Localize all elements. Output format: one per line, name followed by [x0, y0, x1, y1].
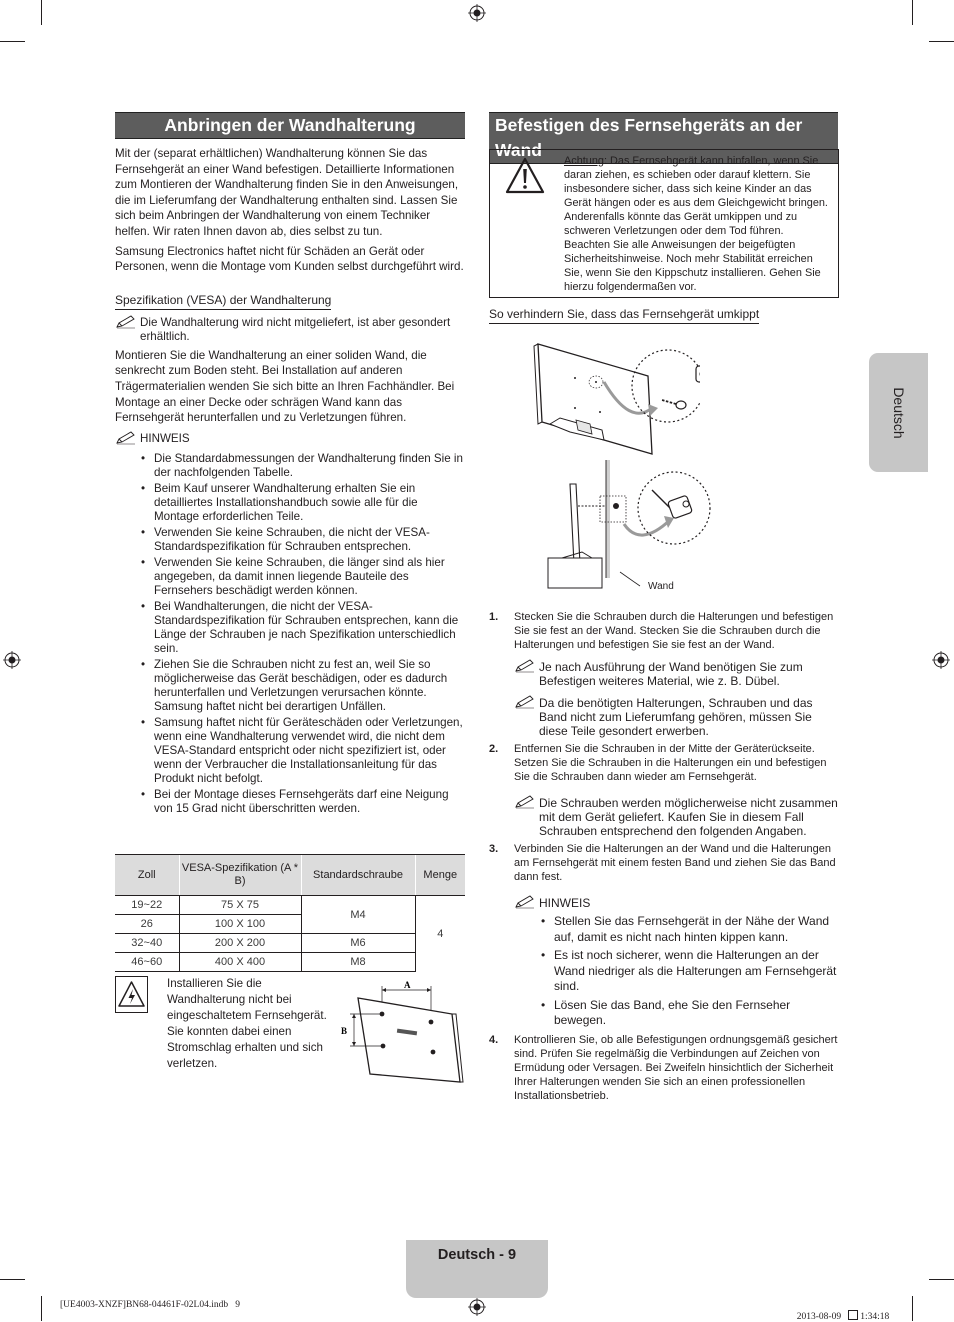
- table-header: Zoll: [115, 855, 179, 896]
- table-row: [115, 934, 465, 953]
- electric-warning-icon-box: [115, 976, 148, 1013]
- registration-mark-icon: [932, 651, 950, 669]
- table-cell: 4: [415, 896, 465, 972]
- step-note-text: Da die benötigten Halterungen, Schrauben und das Band nicht zum Lieferumfang gehören, müssen Sie diese Teile gesondert erwerben.: [539, 696, 813, 738]
- pencil-note-icon: [514, 695, 536, 709]
- page-number-label: Deutsch - 9: [437, 1247, 517, 1263]
- left-column: [115, 146, 465, 818]
- table-cell: M4: [301, 896, 415, 934]
- language-side-tab-label: Deutsch: [891, 387, 907, 439]
- print-time: 1:34:18: [860, 1312, 890, 1322]
- registration-mark-icon: [468, 4, 486, 22]
- vesa-spec-table: [115, 854, 465, 972]
- table-cell: 32~40: [115, 934, 179, 953]
- step-text: Entfernen Sie die Schrauben in der Mitte der Geräterückseite. Setzen Sie die Schrauben in die Halterungen ein und befestigen Sie die Schrauben dann wieder am Fernsehgerät.: [514, 743, 827, 783]
- list-item: • Verwenden Sie keine Schrauben, die nicht der VESA-Standardspezifikation für Schrauben entsprechen.: [154, 526, 465, 554]
- list-item: • Samsung haftet nicht für Geräteschäden oder Verletzungen, wenn eine Wandhalterung verwendet wird, die nicht dem VESA-Standard entspricht oder nicht spezifiziert ist, oder wenn der Verbraucher die Installationsanleitung für das Produkt nicht befolgt.: [154, 716, 465, 786]
- step-number: 3.: [489, 843, 499, 855]
- section-heading-wall-mount: Anbringen der Wandhalterung: [115, 112, 465, 139]
- crop-mark: [0, 41, 25, 42]
- print-date: 2013-08-09: [796, 1312, 849, 1322]
- list-item: • Verwenden Sie keine Schrauben, die länger sind als hier angegeben, da damit innen liegende Bauteile des Fernsehers beschädigt werden können.: [154, 556, 465, 598]
- hinweis-list: [115, 452, 465, 816]
- list-item: • Bei der Montage dieses Fernsehgeräts darf eine Neigung von 15 Grad nicht überschritten werden.: [154, 788, 465, 816]
- print-file-info: [UE4003-XNZF]BN68-04461F-02L04.indb 9: [60, 1300, 240, 1310]
- step-number: 4.: [489, 1033, 499, 1046]
- spec-note-text: Die Wandhalterung wird nicht mitgeliefert, ist aber gesondert erhältlich.: [140, 315, 451, 343]
- language-side-tab: [869, 353, 928, 472]
- step-text: Stecken Sie die Schrauben durch die Halterungen und befestigen Sie sie fest an der Wand. Stecken Sie die Schrauben durch die Halterungen und befestigen Sie sie fest an der Wand.: [514, 611, 834, 651]
- list-item: • Ziehen Sie die Schrauben nicht zu fest an, weil Sie so möglicherweise das Gerät beschädigen, oder es dadurch herunterfallen und Verletzungen verursachen könnte. Samsung haftet nicht bei derartigen Unfällen.: [154, 658, 465, 714]
- table-cell: 200 X 200: [179, 934, 301, 953]
- caution-box: [489, 149, 839, 298]
- spec-subheading: Spezifikation (VESA) der Wandhalterung: [115, 293, 331, 310]
- table-cell: 400 X 400: [179, 953, 301, 972]
- list-item: • Die Standardabmessungen der Wandhalterung finden Sie in der nachfolgenden Tabelle.: [154, 452, 465, 480]
- hinweis-label-row: [115, 432, 465, 446]
- caution-text: [564, 154, 832, 294]
- step-note: [514, 660, 839, 688]
- crop-mark: [41, 1296, 42, 1321]
- step-hinweis-row: [514, 896, 839, 910]
- tv-back-vesa-diagram: [336, 978, 464, 1090]
- table-cell: 26: [115, 915, 179, 934]
- caution-body: : Das Fernsehgerät kann hinfallen, wenn Sie daran ziehen, es schieben oder darauf klettern. Sie insbesondere sicher, dass sich keine Kinder an das Gerät hängen oder es aus dem Gleichgewicht bringen. Anderenfalls könnte das Gerät umkippen und zu schweren Verletzungen oder dem Tod führen. Beachten Sie alle Anweisungen der beigefügten Sicherheitshinweise. Noch mehr Stabilität erreichen Sie, wenn Sie den Kippschutz installieren. Gehen Sie hierzu folgendermaßen vor.: [564, 155, 828, 293]
- pencil-note-icon: [514, 795, 536, 809]
- step-number: 1.: [489, 611, 499, 623]
- pencil-note-icon: [514, 659, 536, 673]
- step-item: [489, 610, 839, 738]
- spec-note: [115, 316, 465, 344]
- caution-label: Achtung: [564, 155, 604, 167]
- crop-mark: [929, 1279, 954, 1280]
- electric-shock-warning-icon: [116, 977, 147, 1012]
- step-item: [489, 742, 839, 838]
- step-note-text: Die Schrauben werden möglicherweise nicht zusammen mit dem Gerät geliefert. Kaufen Sie in diesem Fall Schrauben entsprechend den folgenden Angaben.: [539, 796, 838, 838]
- list-item: • Es ist noch sicherer, wenn die Halterungen an der Wand niedriger als die Halterungen am Fernsehgerät sind.: [554, 948, 839, 995]
- print-date-info: [792, 1300, 889, 1322]
- table-cell: 75 X 75: [179, 896, 301, 915]
- crop-mark: [912, 1296, 913, 1321]
- section-heading-wall-fix: Befestigen des Fernsehgeräts an der Wand: [489, 112, 838, 164]
- clock-box-icon: [848, 1310, 858, 1320]
- list-item: • Bei Wandhalterungen, die nicht der VESA-Standardspezifikation für Schrauben entsprechen, kann die Länge der Schrauben je nach Spezifikation unterschiedlich sein.: [154, 600, 465, 656]
- step-note: [514, 796, 839, 838]
- table-header: Menge: [415, 855, 465, 896]
- step-hinweis-label: HINWEIS: [539, 896, 591, 910]
- spec-paragraph: Montieren Sie die Wandhalterung an einer soliden Wand, die senkrecht zum Boden steht. Bei Installation auf anderen Trägermaterialien wenden Sie sich bitte an Ihren Fachhändler. Bei Montage an einer Decke oder schrägen Wand kann das Fernsehgerät herunterfallen und zu Verletzungen führen.: [115, 348, 455, 425]
- step-note: [514, 696, 839, 738]
- tv-side-wall-illustration: [544, 460, 714, 596]
- tv-screw-illustration: [530, 336, 700, 456]
- step-note-text: Je nach Ausführung der Wand benötigen Sie zum Befestigen weiteres Material, wie z. B. Dübel.: [539, 660, 803, 688]
- step-hinweis-list: [514, 914, 839, 1029]
- step-item: [489, 1033, 839, 1103]
- wall-label: Wand: [648, 581, 674, 592]
- electric-warning-text: Installieren Sie die Wandhalterung nicht bei eingeschaltetem Fernsehgerät. Sie konnten dabei einen Stromschlag erhalten und sich verletzen.: [167, 977, 327, 1070]
- pencil-note-icon: [115, 315, 137, 329]
- intro-paragraph: Samsung Electronics haftet nicht für Schäden an Gerät oder Personen, wenn die Montage vom Kunden selbst durchgeführt wird.: [115, 244, 464, 274]
- intro-paragraph: Mit der (separat erhältlichen) Wandhalterung können Sie das Fernsehgerät an einer Wand befestigen. Detaillierte Informationen zum Montieren der Wandhalterung finden Sie in den Anweisungen, die im Lieferumfang der Wandhalterung enthalten sind. Lassen Sie sich beim Anbringen der Wandhalterung von einem Techniker helfen. Wir raten Ihnen davon ab, dies selbst zu tun.: [115, 147, 459, 238]
- table-cell: 100 X 100: [179, 915, 301, 934]
- crop-mark: [929, 41, 954, 42]
- pencil-note-icon: [514, 895, 536, 909]
- steps-list: [489, 610, 839, 1103]
- table-row: [115, 896, 465, 915]
- pencil-note-icon: [115, 431, 137, 445]
- tip-over-subheading: So verhindern Sie, dass das Fernsehgerät umkippt: [489, 307, 759, 324]
- table-row: [115, 953, 465, 972]
- diagram-label-a: A: [404, 980, 411, 990]
- registration-mark-icon: [468, 1298, 486, 1316]
- diagram-label-b: B: [341, 1026, 348, 1036]
- hinweis-label: HINWEIS: [140, 431, 190, 445]
- step-text: Kontrollieren Sie, ob alle Befestigungen ordnungsgemäß gesichert sind. Prüfen Sie regelmäßig die Verbindungen auf Zeichen von Ermüdung oder Versagen. Bei Zweifeln hinsichtlich der Sicherheit Ihrer Halterungen wenden Sie sich an einen professionellen Installationsbetrieb.: [514, 1033, 838, 1102]
- table-cell: 19~22: [115, 896, 179, 915]
- table-cell: M6: [301, 934, 415, 953]
- table-cell: 46~60: [115, 953, 179, 972]
- table-cell: M8: [301, 953, 415, 972]
- table-header: VESA-Spezifikation (A * B): [179, 855, 301, 896]
- page-number-tab: [406, 1240, 548, 1298]
- registration-mark-icon: [3, 651, 21, 669]
- list-item: • Lösen Sie das Band, ehe Sie den Fernseher bewegen.: [554, 998, 839, 1029]
- step-number: 2.: [489, 743, 499, 755]
- list-item: • Stellen Sie das Fernsehgerät in der Nähe der Wand auf, damit es nicht nach hinten kippen kann.: [554, 914, 839, 945]
- caution-warning-icon: [504, 156, 546, 196]
- step-text: Verbinden Sie die Halterungen an der Wand und die Halterungen am Fernsehgerät mit einem festen Band und ziehen Sie das Band dann fest.: [514, 843, 836, 883]
- crop-mark: [912, 0, 913, 25]
- table-header: Standardschraube: [301, 855, 415, 896]
- list-item: • Beim Kauf unserer Wandhalterung erhalten Sie ein detailliertes Installationshandbuch sowie alle für die Montage erforderlichen Teile.: [154, 482, 465, 524]
- step-item: [489, 842, 839, 1029]
- crop-mark: [41, 0, 42, 25]
- crop-mark: [0, 1279, 25, 1280]
